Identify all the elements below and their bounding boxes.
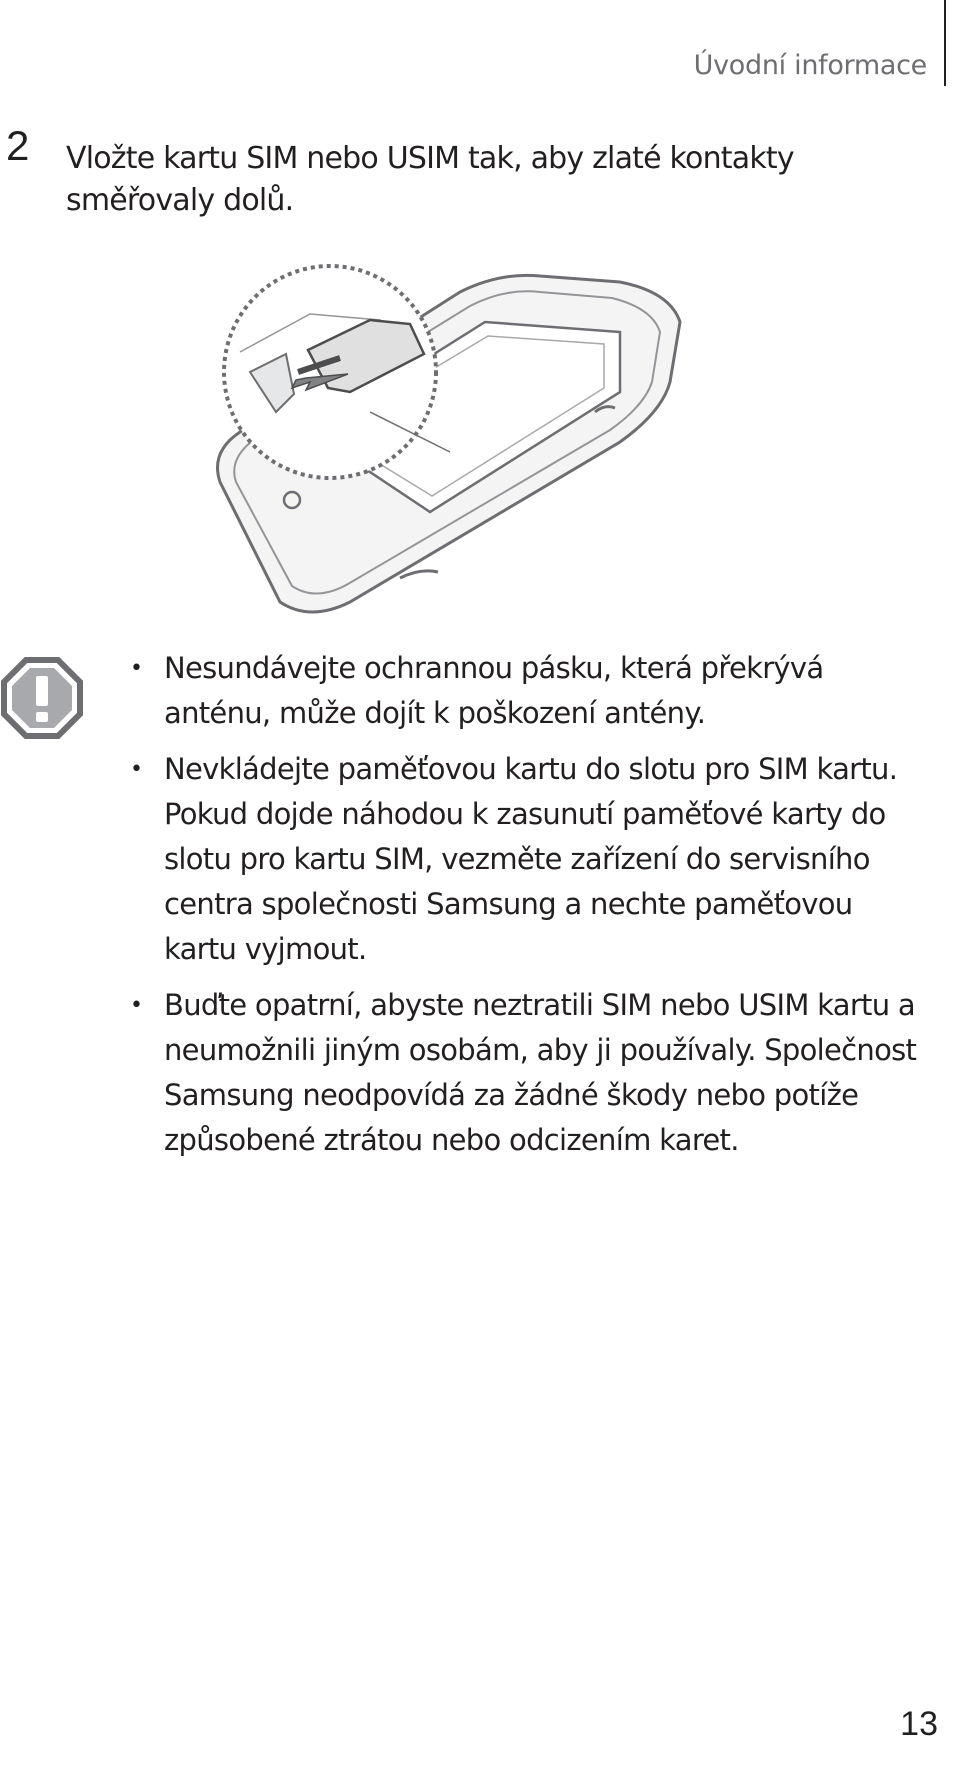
caution-note: • Nevkládejte paměťovou kartu do slotu pro SIM kartu. Pokud dojde náhodou k zasunutí paměťové karty do slotu pro kartu SIM, vezměte zařízení do servisního centra společnosti Samsung a nechte paměťovou kartu vyjmout.	[130, 752, 898, 966]
caution-notes	[130, 646, 930, 1174]
caution-note-text: Nevkládejte paměťovou kartu do slotu pro SIM kartu. Pokud dojde náhodou k zasunutí paměťové karty do slotu pro kartu SIM, vezměte zařízení do servisního centra společnosti Samsung a nechte paměťovou kartu vyjmout.	[164, 752, 898, 966]
section-title: Úvodní informace	[693, 50, 927, 81]
step-instruction: Vložte kartu SIM nebo USIM tak, aby zlaté kontakty směřovaly dolů.	[66, 141, 794, 218]
sim-card-insertion-illustration	[200, 262, 760, 632]
step-number: 2	[6, 122, 30, 169]
page-number: 13	[900, 1705, 938, 1743]
caution-note: • Buďte opatrní, abyste neztratili SIM nebo USIM kartu a neumožnili jiným osobám, aby ji používaly. Společnost Samsung neodpovídá za žádné škody nebo potíže způsobené ztrátou nebo odcizením karet.	[130, 988, 917, 1157]
caution-note: • Nesundávejte ochrannou pásku, která překrývá anténu, může dojít k poškození antény.	[130, 651, 824, 730]
caution-note-text: Buďte opatrní, abyste neztratili SIM nebo USIM kartu a neumožnili jiným osobám, aby ji používaly. Společnost Samsung neodpovídá za žádné škody nebo potíže způsobené ztrátou nebo odcizením karet.	[164, 988, 917, 1157]
header-rule	[944, 0, 946, 86]
caution-icon	[0, 656, 84, 740]
caution-note-text: Nesundávejte ochrannou pásku, která překrývá anténu, může dojít k poškození antény.	[164, 651, 824, 730]
